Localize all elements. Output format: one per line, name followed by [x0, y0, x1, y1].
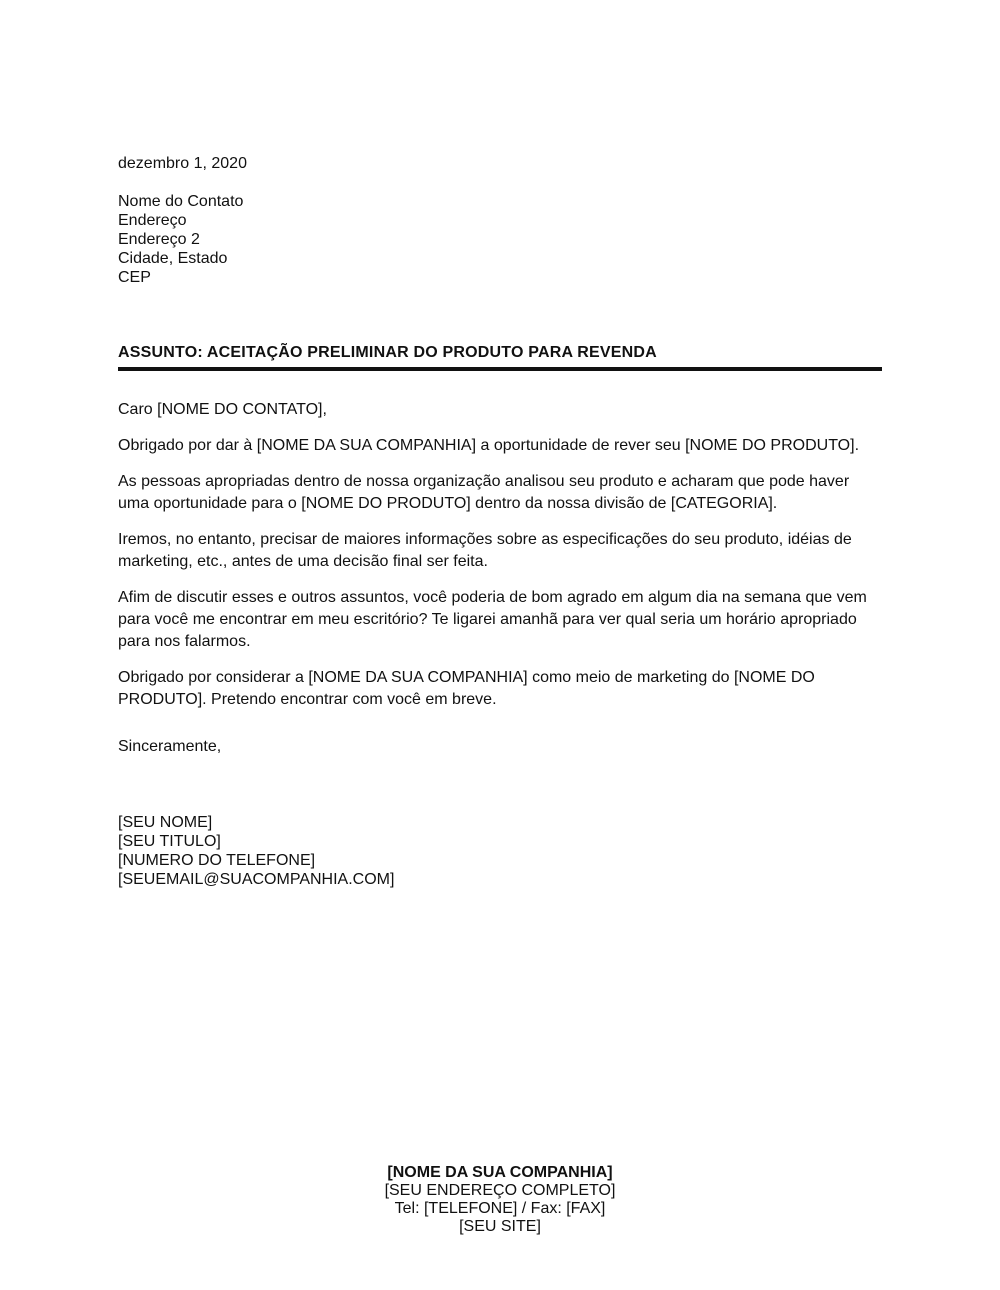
signature-phone: [NUMERO DO TELEFONE] — [118, 852, 316, 869]
subject-heading: ASSUNTO: ACEITAÇÃO PRELIMINAR DO PRODUTO PARA REVENDA — [118, 344, 657, 361]
subject-rule — [118, 367, 882, 371]
paragraph-meeting: Afim de discutir esses e outros assuntos, você poderia de bom agrado em algum dia na semana que vem para você me encontrar em meu escritório? Te ligarei amanhã para ver qual seria um horário apropriado para nos falarmos. — [118, 589, 867, 650]
paragraph-review: As pessoas apropriadas dentro de nossa organização analisou seu produto e acharam que pode haver uma oportunidade para o [NOME DO PRODUTO] dentro da nossa divisão de [CATEGORIA]. — [118, 473, 850, 512]
paragraph-info-needed: Iremos, no entanto, precisar de maiores informações sobre as especificações do seu produto, idéias de marketing, etc., antes de uma decisão final ser feita. — [118, 531, 852, 570]
recipient-address2: Endereço 2 — [118, 231, 200, 248]
signature-block — [118, 813, 882, 889]
recipient-zip: CEP — [118, 269, 151, 286]
footer-block — [0, 1164, 1000, 1236]
footer-company: [NOME DA SUA COMPANHIA] — [387, 1164, 613, 1181]
recipient-block — [118, 192, 882, 287]
letter-content — [118, 0, 882, 889]
paragraph-thanks: Obrigado por dar à [NOME DA SUA COMPANHIA] a oportunidade de rever seu [NOME DO PRODUTO]. — [118, 437, 860, 454]
footer-site: [SEU SITE] — [459, 1218, 541, 1235]
letter-body — [118, 399, 882, 711]
recipient-city-state: Cidade, Estado — [118, 250, 228, 267]
paragraph-closing-thanks: Obrigado por considerar a [NOME DA SUA COMPANHIA] como meio de marketing do [NOME DO PRODUTO]. Pretendo encontrar com você em breve. — [118, 669, 815, 708]
salutation: Caro [NOME DO CONTATO], — [118, 401, 327, 418]
recipient-address1: Endereço — [118, 212, 187, 229]
letter-date: dezembro 1, 2020 — [118, 155, 247, 172]
footer-address: [SEU ENDEREÇO COMPLETO] — [384, 1182, 616, 1199]
signature-email: [SEUEMAIL@SUACOMPANHIA.COM] — [118, 871, 395, 888]
signature-name: [SEU NOME] — [118, 814, 213, 831]
recipient-name: Nome do Contato — [118, 193, 244, 210]
closing-salutation: Sinceramente, — [118, 738, 222, 755]
footer-tel-fax: Tel: [TELEFONE] / Fax: [FAX] — [394, 1200, 606, 1217]
signature-title: [SEU TITULO] — [118, 833, 221, 850]
